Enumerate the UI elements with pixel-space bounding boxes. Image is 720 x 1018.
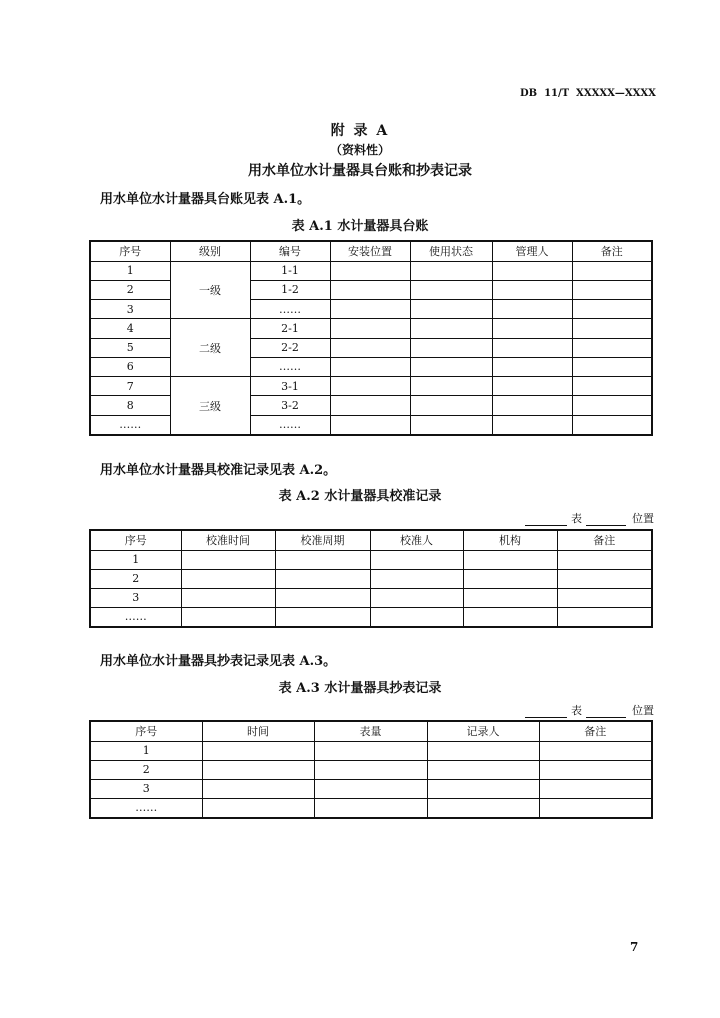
cell-empty [314,779,427,798]
table-row [90,569,652,588]
cell-empty [181,607,275,627]
section1-intro: 用水单位水计量器具台账见表 A.1。 [100,192,311,207]
cell-empty [557,588,652,607]
cell-level: 三级 [170,377,250,436]
cell-empty [539,741,652,760]
cell-seq: 1 [90,741,202,760]
blank-line [586,705,626,718]
cell-seq: 2 [90,280,170,299]
cell-empty [492,261,572,280]
cell-empty [572,280,652,299]
cell-seq: 2 [90,760,202,779]
cell-empty [572,261,652,280]
cell-empty [275,550,370,569]
col-header: 校准人 [370,530,463,550]
cell-empty [202,798,314,818]
cell-code: …… [250,357,330,376]
cell-empty [202,760,314,779]
page-number: 7 [630,940,639,954]
cell-code: …… [250,415,330,435]
cell-empty [314,760,427,779]
cell-empty [370,550,463,569]
cell-seq: …… [90,415,170,435]
cell-empty [492,377,572,396]
table-a3-caption: 表 A.3 水计量器具抄表记录 [278,681,442,696]
cell-seq: 5 [90,338,170,357]
cell-empty [181,550,275,569]
cell-empty [370,607,463,627]
col-header: 使用状态 [410,241,492,261]
section2-intro: 用水单位水计量器具校准记录见表 A.2。 [100,463,337,478]
col-header: 校准周期 [275,530,370,550]
location-table-label: 表 [571,512,582,525]
cell-seq: 2 [90,569,181,588]
cell-empty [557,607,652,627]
blank-line [525,513,567,526]
cell-empty [463,569,557,588]
table-row [90,741,652,760]
table-row [90,779,652,798]
table-a3 [89,720,653,819]
cell-empty [275,607,370,627]
cell-seq: 3 [90,588,181,607]
location-table-label: 表 [571,704,582,717]
table-row [90,760,652,779]
location-pos-label: 位置 [632,704,654,717]
col-header: 备注 [539,721,652,741]
cell-empty [314,798,427,818]
cell-seq: …… [90,607,181,627]
cell-empty [463,607,557,627]
cell-empty [492,396,572,415]
cell-seq: 7 [90,377,170,396]
appendix-subject: 用水单位水计量器具台账和抄表记录 [248,163,472,179]
cell-empty [572,357,652,376]
cell-code: 2-1 [250,319,330,338]
cell-level: 一级 [170,261,250,319]
cell-code: 2-2 [250,338,330,357]
cell-code: 3-2 [250,396,330,415]
cell-seq: 3 [90,779,202,798]
cell-empty [572,300,652,319]
cell-empty [314,741,427,760]
cell-empty [410,300,492,319]
cell-empty [275,588,370,607]
cell-empty [427,798,539,818]
table-a3-location [525,702,654,718]
appendix-nature: （资料性） [329,143,390,157]
cell-empty [427,760,539,779]
cell-empty [572,319,652,338]
cell-empty [492,357,572,376]
blank-line [525,705,567,718]
table-row [90,319,652,338]
cell-empty [557,569,652,588]
cell-empty [330,261,410,280]
col-header: 管理人 [492,241,572,261]
col-header: 备注 [572,241,652,261]
col-header: 表量 [314,721,427,741]
table-row [90,261,652,280]
cell-empty [572,338,652,357]
table-a2-location [525,510,654,526]
cell-seq: 1 [90,261,170,280]
blank-line [586,513,626,526]
cell-seq: …… [90,798,202,818]
table-row [90,607,652,627]
cell-code: 1-2 [250,280,330,299]
table-row [90,550,652,569]
cell-empty [572,415,652,435]
cell-seq: 4 [90,319,170,338]
col-header: 序号 [90,241,170,261]
col-header: 安装位置 [330,241,410,261]
cell-empty [181,569,275,588]
cell-empty [463,550,557,569]
col-header: 备注 [557,530,652,550]
col-header: 记录人 [427,721,539,741]
cell-seq: 8 [90,396,170,415]
cell-code: 3-1 [250,377,330,396]
cell-empty [202,741,314,760]
col-header: 编号 [250,241,330,261]
cell-empty [275,569,370,588]
cell-level: 二级 [170,319,250,377]
cell-empty [427,741,539,760]
cell-empty [330,280,410,299]
cell-empty [410,357,492,376]
cell-empty [330,319,410,338]
table-a2-caption: 表 A.2 水计量器具校准记录 [278,489,442,504]
table-header-row [90,241,652,261]
cell-empty [427,779,539,798]
table-header-row [90,721,652,741]
cell-empty [370,588,463,607]
cell-empty [410,261,492,280]
appendix-title: 附 录 A [330,123,390,139]
col-header: 时间 [202,721,314,741]
table-a1 [89,240,653,436]
cell-empty [492,280,572,299]
cell-empty [330,357,410,376]
cell-empty [410,396,492,415]
table-header-row [90,530,652,550]
cell-empty [410,415,492,435]
cell-empty [572,396,652,415]
cell-empty [410,338,492,357]
table-row [90,588,652,607]
cell-empty [330,396,410,415]
cell-code: 1-1 [250,261,330,280]
table-row [90,377,652,396]
cell-empty [410,280,492,299]
cell-empty [330,415,410,435]
cell-empty [202,779,314,798]
section3-intro: 用水单位水计量器具抄表记录见表 A.3。 [100,654,337,669]
col-header: 序号 [90,530,181,550]
cell-empty [370,569,463,588]
table-a1-caption: 表 A.1 水计量器具台账 [291,219,429,234]
cell-empty [181,588,275,607]
cell-empty [539,779,652,798]
cell-seq: 1 [90,550,181,569]
cell-empty [330,377,410,396]
cell-empty [330,300,410,319]
col-header: 级别 [170,241,250,261]
cell-empty [539,760,652,779]
location-pos-label: 位置 [632,512,654,525]
cell-empty [539,798,652,818]
cell-empty [330,338,410,357]
table-row [90,798,652,818]
cell-empty [463,588,557,607]
col-header: 序号 [90,721,202,741]
cell-empty [557,550,652,569]
cell-code: …… [250,300,330,319]
cell-empty [572,377,652,396]
cell-empty [492,300,572,319]
cell-empty [410,377,492,396]
col-header: 机构 [463,530,557,550]
cell-seq: 6 [90,357,170,376]
table-a2 [89,529,653,628]
standard-code: DB 11/T XXXXX—XXXX [520,88,656,99]
col-header: 校准时间 [181,530,275,550]
cell-empty [492,415,572,435]
cell-empty [410,319,492,338]
cell-empty [492,338,572,357]
cell-seq: 3 [90,300,170,319]
cell-empty [492,319,572,338]
